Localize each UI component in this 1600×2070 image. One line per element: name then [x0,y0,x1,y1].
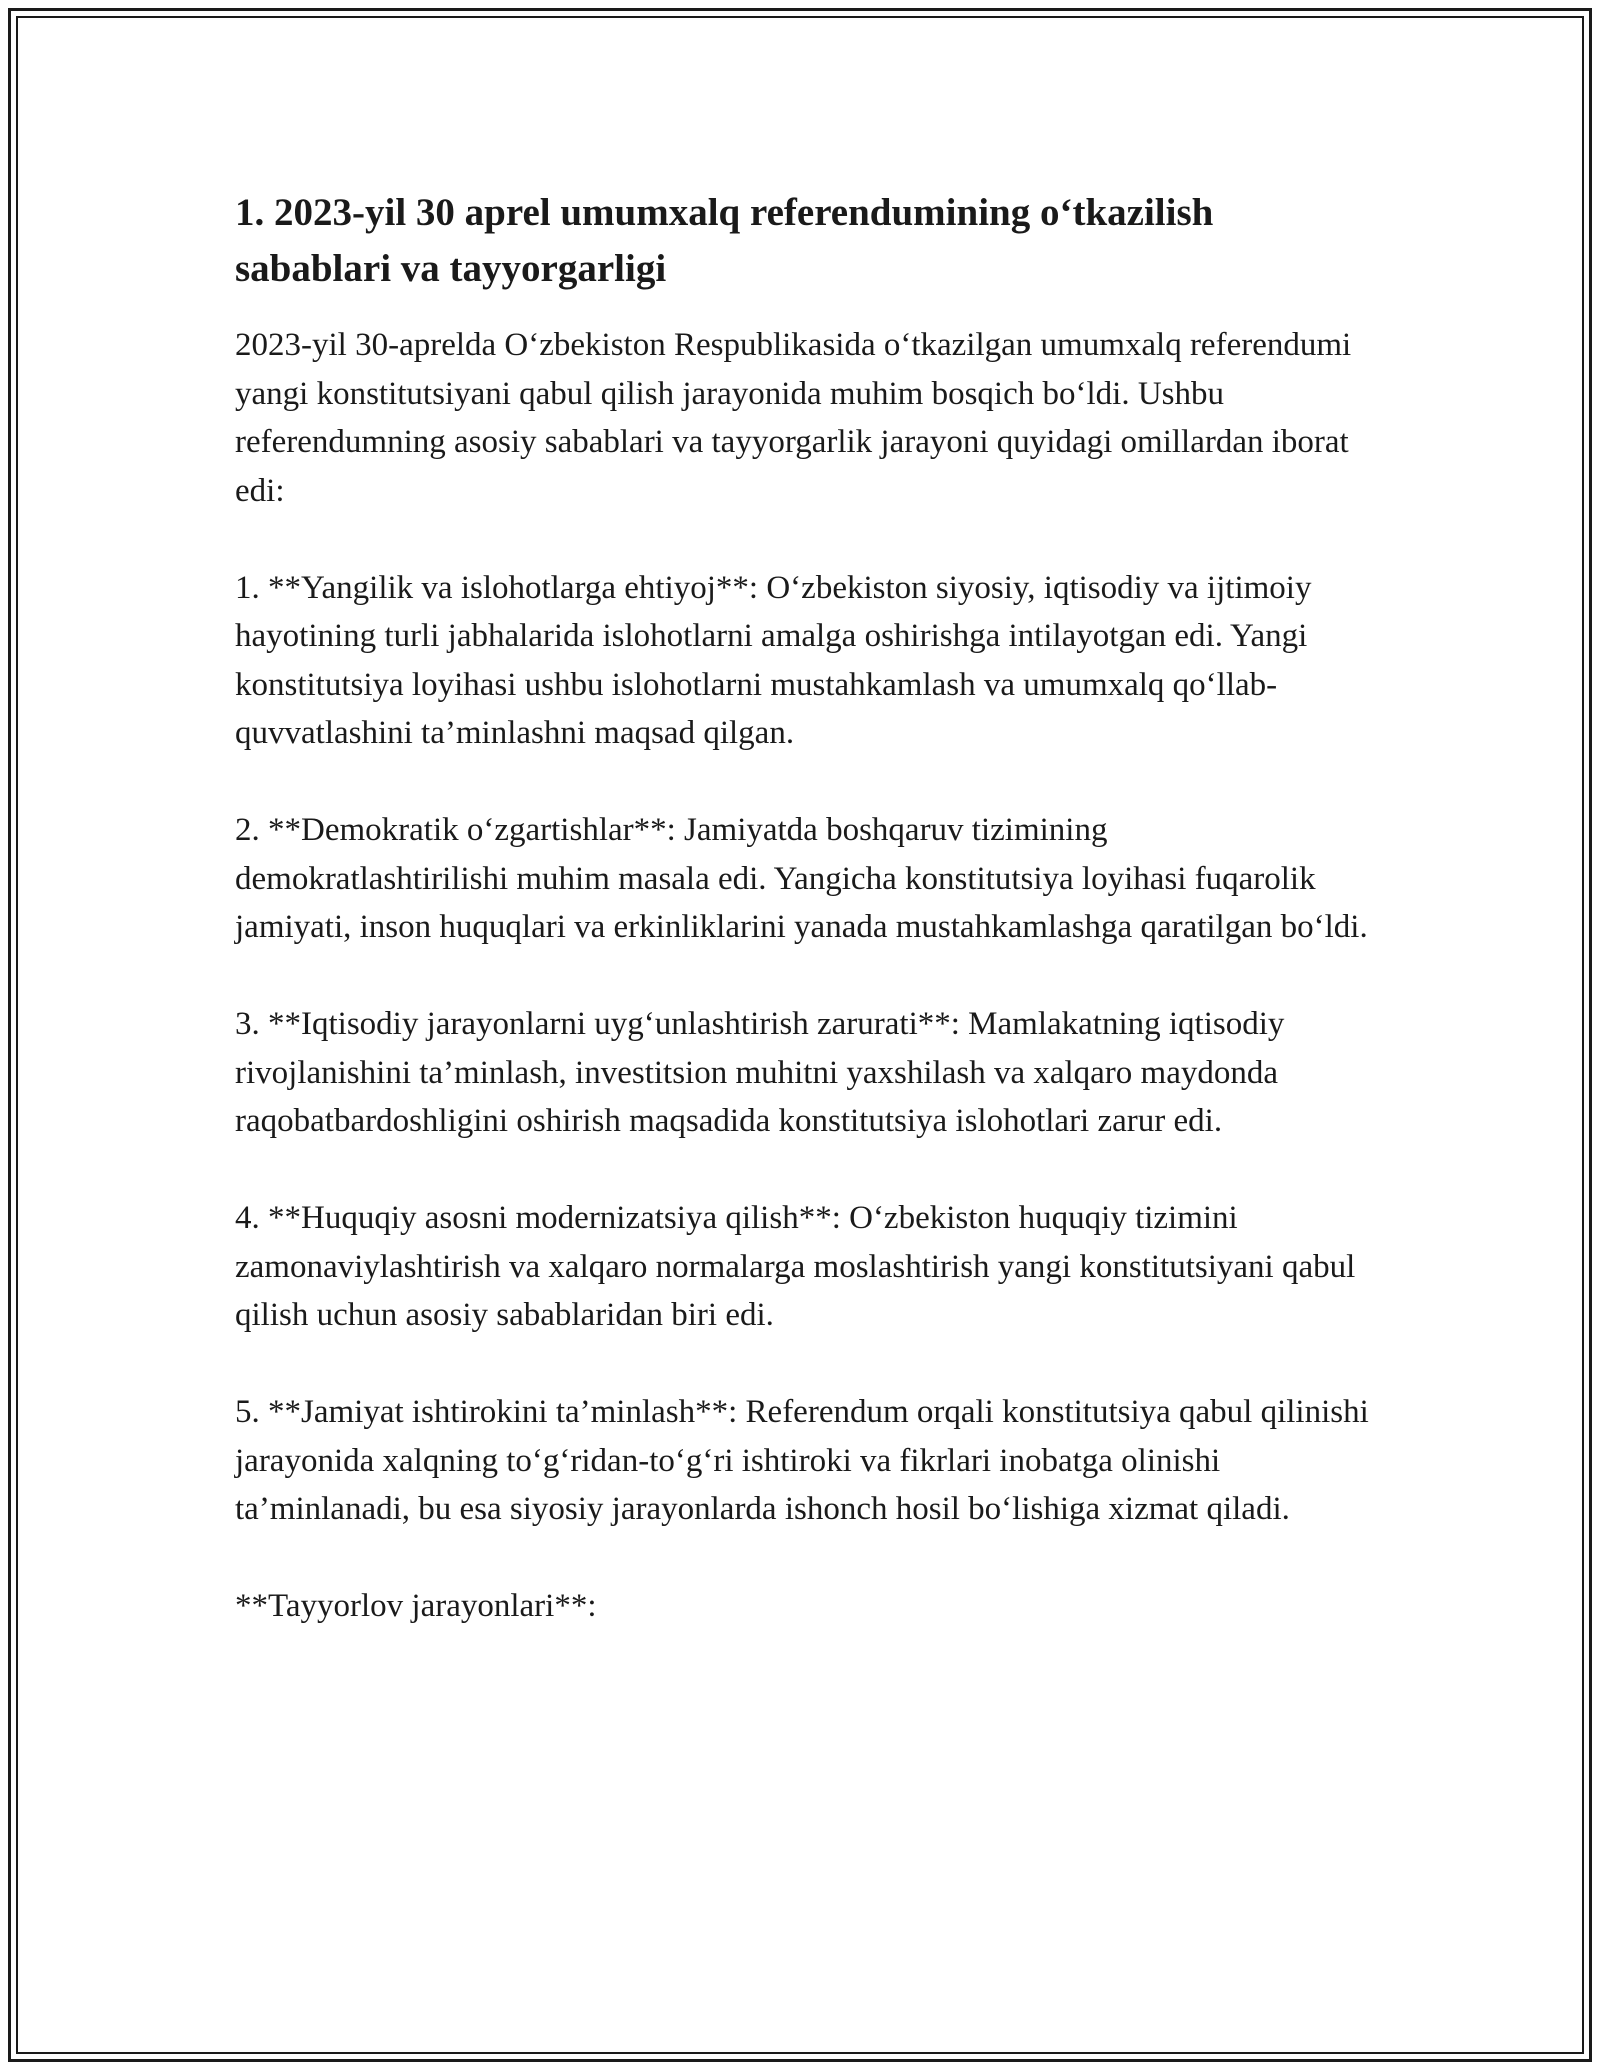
closing-paragraph: **Tayyorlov jarayonlari**: [235,1588,597,1624]
list-item-3: 3. **Iqtisodiy jarayonlarni uyg‘unlashtirish zarurati**: Mamlakatning iqtisodiy rivojlanishini ta’minlash, investitsion muhitni yaxshilash va xalqaro maydonda raqobatbardoshligini oshirish maqsadida konstitutsiya islohotlari zarur edi. [235,1006,1285,1139]
list-item-1: 1. **Yangilik va islohotlarga ehtiyoj**: O‘zbekiston siyosiy, iqtisodiy va ijtimoiy hayotining turli jabhalarida islohotlarni amalga oshirishga intilayotgan edi. Yangi konstitutsiya loyihasi ushbu islohotlarni mustahkamlash va umumxalq qo‘llab-quvvatlashini ta’minlashni maqsad qilgan. [235,569,1312,751]
list-item-5: 5. **Jamiyat ishtirokini ta’minlash**: Referendum orqali konstitutsiya qabul qilinishi jarayonida xalqning to‘g‘ridan-to‘g‘ri ishtiroki va fikrlari inobatga olinishi ta’minlanadi, bu esa siyosiy jarayonlarda ishonch hosil bo‘lishiga xizmat qiladi. [235,1394,1369,1527]
document-body [235,185,1375,1679]
intro-paragraph: 2023-yil 30-aprelda O‘zbekiston Respublikasida o‘tkazilgan umumxalq referendumi yangi konstitutsiyani qabul qilish jarayonida muhim bosqich bo‘ldi. Ushbu referendumning asosiy sabablari va tayyorgarlik jarayoni quyidagi omillardan iborat edi: [235,327,1352,509]
list-item-4: 4. **Huquqiy asosni modernizatsiya qilish**: O‘zbekiston huquqiy tizimini zamonaviylashtirish va xalqaro normalarga moslashtirish yangi konstitutsiyani qabul qilish uchun asosiy sabablaridan biri edi. [235,1200,1356,1333]
section-heading: 1. 2023-yil 30 aprel umumxalq referendumining o‘tkazilish sabablari va tayyorgarligi [235,191,1214,290]
list-item-2: 2. **Demokratik o‘zgartishlar**: Jamiyatda boshqaruv tizimining demokratlashtirilishi muhim masala edi. Yangicha konstitutsiya loyihasi fuqarolik jamiyati, inson huquqlari va erkinliklarini yanada mustahkamlashga qaratilgan bo‘ldi. [235,812,1368,945]
